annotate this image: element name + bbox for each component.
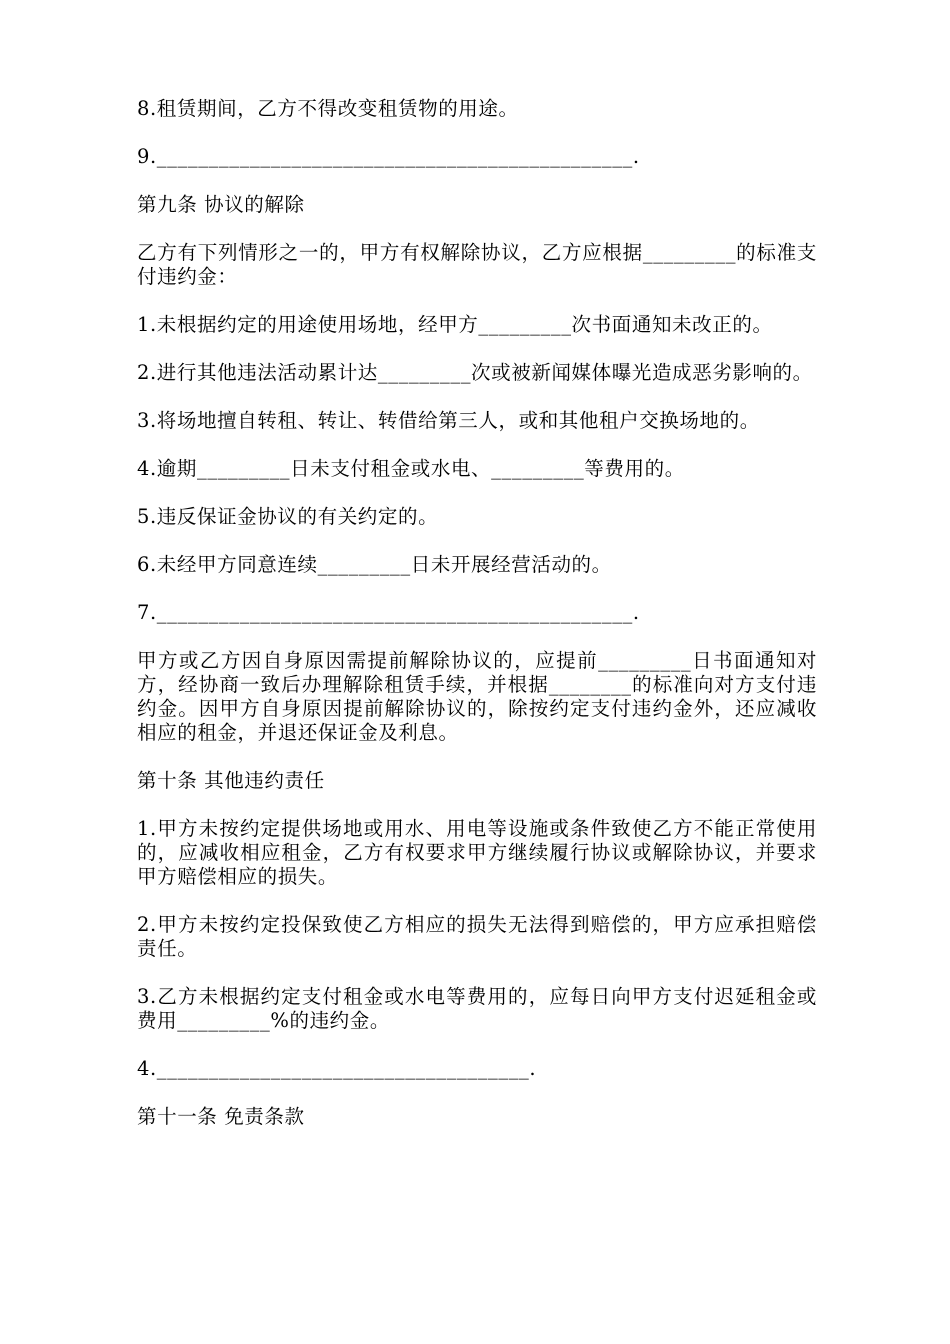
termination-item-1: 1.未根据约定的用途使用场地，经甲方_________次书面通知未改正的。: [137, 313, 773, 336]
liability-item-2: 2.甲方未按约定投保致使乙方相应的损失无法得到赔偿的，甲方应承担赔偿责任。: [137, 913, 817, 960]
termination-item-4: 4.逾期_________日未支付租金或水电、_________等费用的。: [137, 457, 685, 480]
liability-item-3: 3.乙方未根据约定支付租金或水电等费用的，应每日向甲方支付迟延租金或费用_________%的违约金。: [137, 985, 817, 1032]
termination-item-7: 7.______________________________________________.: [137, 601, 640, 624]
termination-item-3: 3.将场地擅自转租、转让、转借给第三人，或和其他租户交换场地的。: [137, 409, 760, 432]
article-11-heading: 第十一条 免责条款: [137, 1105, 305, 1128]
clause-9-blank: 9.______________________________________________.: [137, 145, 640, 168]
liability-item-4: 4.____________________________________.: [137, 1057, 537, 1080]
article-10-heading: 第十条 其他违约责任: [137, 769, 325, 792]
early-termination-paragraph: 甲方或乙方因自身原因需提前解除协议的，应提前_________日书面通知对方，经协商一致后办理解除租赁手续，并根据________的标准向对方支付违约金。因甲方自身原因提前解除协议的，除按约定支付违约金外，还应减收相应的租金，并退还保证金及利息。: [137, 649, 817, 744]
termination-item-6: 6.未经甲方同意连续_________日未开展经营活动的。: [137, 553, 612, 576]
termination-intro: 乙方有下列情形之一的，甲方有权解除协议，乙方应根据_________的标准支付违约金：: [137, 241, 817, 288]
article-9-heading: 第九条 协议的解除: [137, 193, 305, 216]
termination-item-2: 2.进行其他违法活动累计达_________次或被新闻媒体曝光造成恶劣影响的。: [137, 361, 813, 384]
liability-item-1: 1.甲方未按约定提供场地或用水、用电等设施或条件致使乙方不能正常使用的，应减收相应租金，乙方有权要求甲方继续履行协议或解除协议，并要求甲方赔偿相应的损失。: [137, 817, 817, 888]
termination-item-5: 5.违反保证金协议的有关约定的。: [137, 505, 439, 528]
clause-8-usage: 8.租赁期间，乙方不得改变租赁物的用途。: [137, 97, 519, 120]
document-page: [137, 97, 817, 1153]
